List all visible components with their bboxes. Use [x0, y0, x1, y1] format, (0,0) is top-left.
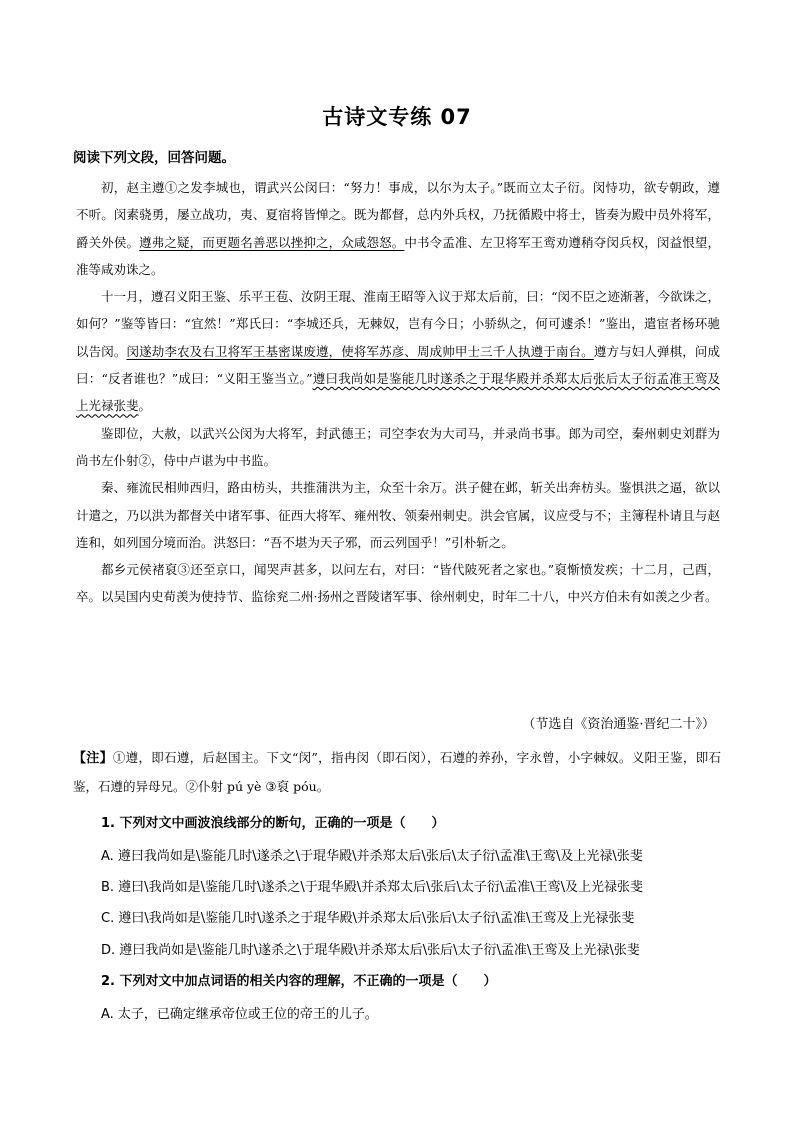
passage-paragraph-4: 秦、雍流民相帅西归，路由枋头，共推蒲洪为主，众至十余万。洪子健在邺，斩关出奔枋头。鉴惧洪之逼，欲以计遣之，乃以洪为都督关中诸军事、征西大将军、雍州牧、领秦州刺史。洪会官属，议应受与不；主簿程朴请且与赵连和，如列国分境而治。洪怒曰：“吾不堪为天子邪，而云列国乎！”引朴斩之。: [76, 480, 720, 550]
question-1-stem: 1. 下列对文中画波浪线部分的断句，正确的一项是（ ）: [101, 816, 445, 831]
passage-paragraph-2: 十一月，遵召义阳王鉴、乐平王苞、汝阴王琨、淮南王昭等入议于郑太后前，曰：“闵不臣之迹渐著，今欲诛之，如何？”鉴等皆曰：“宜然！”郑氏曰：“李城还兵，无棘奴，岂有今日；小骄纵之，何可遽杀！”鉴出，遣宦者杨环驰以告闵。闵遂劫李农及右卫将军王基密谋废遵，使将军苏彦、周成帅甲士三千人执遵于南台。遵方与妇人弹棋，问成曰：“反者谁也？”成曰：“义阳王鉴当立。”遵曰我尚如是鉴能几时遂杀之于琨华殿并杀郑太后张后太子衍孟准王鸾及上光禄张斐。: [76, 289, 720, 414]
question-1-option-c: C. 遵曰\我尚如是\鉴能几时\遂杀之于琨华殿\并杀郑太后\张后\太子衍\孟准\王鸾及上光禄张斐: [101, 911, 635, 926]
passage-paragraph-1: 初，赵主遵①之发李城也，谓武兴公闵曰：“努力！事成，以尔为太子。”既而立太子衍。闵恃功，欲专朝政，遵不听。闵素骁勇，屡立战功，夷、夏宿将皆惮之。既为都督，总内外兵权，乃抚循殿中将士，皆奏为殿中员外将军，爵关外侯。遵弗之疑，而更题名善恶以挫抑之，众咸怨怒。中书令孟准、左卫将军王鸾劝遵稍夺闵兵权，闵益恨望，准等咸劝诛之。: [76, 180, 720, 277]
question-1-option-b: B. 遵曰\我尚如是\鉴能几时\遂杀之\于琨华殿\并杀郑太后\张后\太子衍\孟准\王鸾\及上光禄张斐: [101, 880, 643, 895]
note-text: ①遵，即石遵，后赵国主。下文“闵”，指冉闵（即石闵），石遵的养孙，字永曾，小字棘奴。义阳王鉴，即石鉴，石遵的异母兄。②仆射 pú yè ③裒 póu。: [73, 750, 721, 794]
passage-paragraph-5: 都乡元侯褚裒③还至京口，闻哭声甚多，以问左右，对曰：“皆代陂死者之家也。”裒惭愤发疾；十二月，己酉，卒。以吴国内史荀羡为使持节、监徐兖二州·扬州之晋陵诸军事、徐州刺史，时年二十八，中兴方伯未有如羡之少者。: [76, 562, 720, 605]
note-label: 【注】: [73, 751, 113, 766]
underlined-sentence: 遵弗之疑，而更题名善恶以挫抑之，众咸怨怒。: [139, 234, 405, 250]
question-1-option-a: A. 遵曰我尚如是\鉴能几时\遂杀之\于琨华殿\并杀郑太后\张后\太子衍\孟准\王鸾\及上光禄\张斐: [101, 849, 643, 864]
underlined-sentence: 闵遂劫李农及右卫将军王基密谋废遵，使将军苏彦、周成帅甲士三千人执遵于南台。: [126, 343, 594, 359]
wavy-underlined-sentence: 遵曰我尚如是鉴能几时遂杀之于琨华殿并杀郑太后张后太子衍孟准王鸾及上光禄张斐: [76, 371, 720, 414]
annotation-note: [73, 744, 721, 800]
passage-source: （节选自《资治通鉴·晋纪二十》）: [522, 717, 715, 732]
question-2-stem: 2. 下列对文中加点词语的相关内容的理解，不正确的一项是（ ）: [101, 974, 497, 989]
question-1-option-d: D. 遵曰我尚如是\鉴能几时\遂杀之\于琨华殿\并杀郑太后\张后\太子衍\孟准\王鸾及上光禄\张斐: [101, 943, 640, 958]
passage-paragraph-3: 鉴即位，大赦，以武兴公闵为大将军，封武德王；司空李农为大司马，并录尚书事。郎为司空，秦州刺史刘群为尚书左仆射②，侍中卢谌为中书监。: [76, 425, 720, 468]
page-title: 古诗文专练 07: [322, 105, 472, 129]
question-2-option-a: A. 太子，已确定继承帝位或王位的帝王的儿子。: [101, 1007, 378, 1022]
reading-instruction: 阅读下列文段，回答问题。: [73, 150, 235, 166]
classical-passage: [76, 174, 720, 611]
